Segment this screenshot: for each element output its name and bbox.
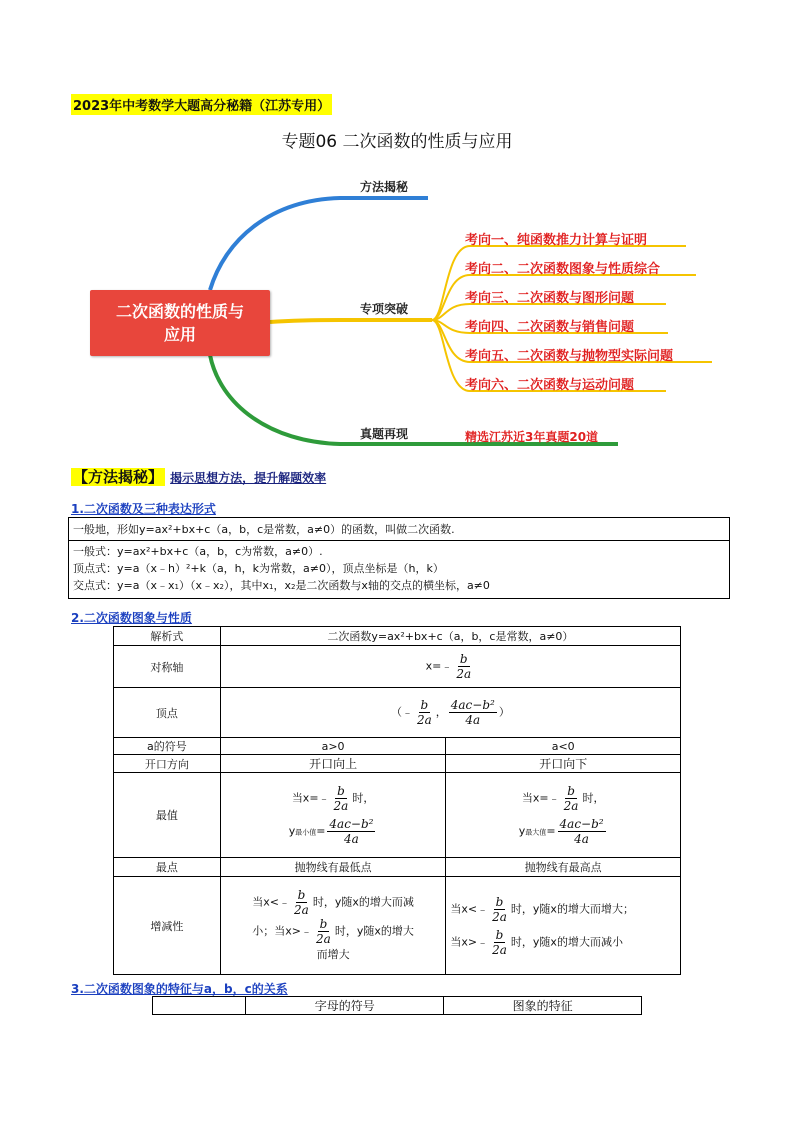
topic-3: 考向三、二次函数与图形问题 (465, 291, 635, 306)
row-axis-label: 对称轴 (114, 646, 221, 688)
topic-6: 考向六、二次函数与运动问题 (465, 378, 635, 393)
section-header-row (71, 466, 326, 487)
branch-line-special (270, 320, 432, 322)
abc-col1 (153, 997, 246, 1015)
branch-real: 真题再现 (360, 427, 409, 441)
real-note: 精选江苏近3年真题20道 (465, 430, 599, 444)
form-intercept: 交点式：y=a（x﹣x1）（x﹣x2），其中x1，x2是二次函数与x轴的交点的横坐标，a≠0 (73, 579, 490, 592)
mindmap-root (90, 290, 270, 356)
form-general: 一般式：y=ax²+bx+c（a，b，c为常数，a≠0）. (73, 545, 323, 558)
forms-cell (69, 541, 730, 599)
mindmap-root-label: 二次函数的性质与应用 (115, 302, 244, 344)
row-open-neg: 开口向下 (446, 755, 681, 773)
section-subtitle: 揭示思想方法，提升解题效率 (170, 471, 327, 485)
properties-table (113, 626, 681, 975)
series-tag: 2023年中考数学大题高分秘籍（江苏专用） (71, 94, 332, 115)
row-mono-pos: 当x<﹣ $\frac{b}{2a}$ 时，y随x的增大而减 小；当x>﹣ $\frac{b}{2a}$ 时，y随x的增大 而增大 (220, 877, 446, 975)
heading-part2: 2.二次函数图象与性质 (71, 611, 192, 625)
abc-table (152, 996, 642, 1015)
row-point-label: 最点 (114, 858, 221, 877)
row-point-neg: 抛物线有最高点 (446, 858, 681, 877)
row-axis-value: x=﹣ $\frac{b}{2a}$ (220, 646, 680, 688)
row-sign-label: a的符号 (114, 738, 221, 755)
topic-5: 考向五、二次函数与抛物型实际问题 (465, 349, 674, 364)
branch-special: 专项突破 (360, 302, 409, 316)
heading-part1: 1.二次函数及三种表达形式 (71, 502, 216, 516)
forms-definition: 一般地，形如y=ax²+bx+c（a，b，c是常数，a≠0）的函数，叫做二次函数. (69, 518, 730, 541)
branch-line-method (210, 198, 428, 290)
topic-4: 考向四、二次函数与销售问题 (465, 320, 635, 335)
row-open-pos: 开口向上 (220, 755, 446, 773)
row-open-label: 开口方向 (114, 755, 221, 773)
heading-part3: 3.二次函数图象的特征与a，b，c的关系 (71, 982, 288, 996)
row-mono-label: 增减性 (114, 877, 221, 975)
row-extreme-pos: 当x=﹣ $\frac{b}{2a}$ 时， y最小值= $\frac{\text{4ac−b²}}{4a}$ (220, 773, 446, 858)
form-vertex: 顶点式：y=a（x﹣h）²+k（a，h，k为常数，a≠0），顶点坐标是（h，k） (73, 562, 444, 575)
row-extreme-label: 最值 (114, 773, 221, 858)
topic-2: 考向二、二次函数图象与性质综合 (465, 262, 661, 277)
row-expr-value: 二次函数y=ax²+bx+c（a，b，c是常数，a≠0） (220, 627, 680, 646)
section-header: 【方法揭秘】 (73, 468, 164, 486)
row-expr-label: 解析式 (114, 627, 221, 646)
abc-col3: 图象的特征 (444, 997, 642, 1015)
branch-method: 方法揭秘 (360, 180, 409, 194)
topic-1: 考向一、纯函数推力计算与证明 (465, 233, 648, 248)
row-vertex-value: （﹣ $\frac{b}{2a}$ ， $\frac{\text{4ac−b²}}{4a}$ ） (220, 688, 680, 738)
row-vertex-label: 顶点 (114, 688, 221, 738)
forms-table (68, 517, 730, 599)
abc-col2: 字母的符号 (246, 997, 444, 1015)
row-extreme-neg: 当x=﹣ $\frac{b}{2a}$ 时， y最大值= $\frac{\text{4ac−b²}}{4a}$ (446, 773, 681, 858)
row-sign-neg: a<0 (446, 738, 681, 755)
row-sign-pos: a>0 (220, 738, 446, 755)
page-title: 专题06 二次函数的性质与应用 (281, 132, 513, 152)
row-mono-neg: 当x<﹣ $\frac{b}{2a}$ 时，y随x的增大而增大； 当x>﹣ $\frac{b}{2a}$ 时，y随x的增大而减小 (446, 877, 681, 975)
row-point-pos: 抛物线有最低点 (220, 858, 446, 877)
